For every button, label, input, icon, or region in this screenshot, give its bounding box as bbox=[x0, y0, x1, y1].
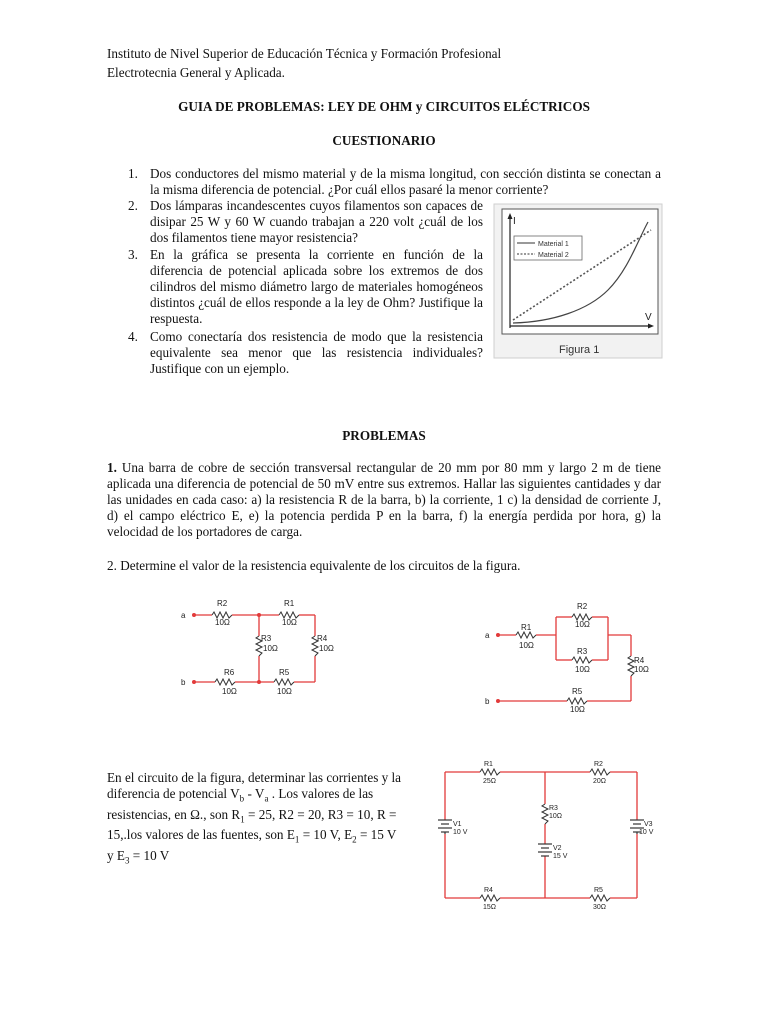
r3-label: R3 bbox=[549, 805, 558, 812]
p3-sub: 1 bbox=[240, 814, 245, 825]
p3-text: 15,.los valores de las fuentes, son E bbox=[107, 827, 295, 843]
resistor-r5 bbox=[274, 679, 294, 685]
question-text: En la gráfica se presenta la corriente en función de la diferencia de potencial aplicada sobre los extremos de dos cilindros del mismo diámetro largo de materiales homogéneos distintos ¿cuál de ellos responde a la ley de Ohm? Justifique la respuesta. bbox=[150, 247, 483, 326]
r5-value: 30Ω bbox=[593, 904, 607, 911]
r1-value: 10Ω bbox=[282, 618, 297, 627]
course-name: Electrotecnia General y Aplicada. bbox=[107, 65, 285, 80]
p3-sub: a bbox=[264, 793, 269, 804]
r1-label: R1 bbox=[521, 623, 532, 632]
institution-name: Instituto de Nivel Superior de Educación Técnica y Formación Profesional bbox=[107, 46, 502, 61]
r2-label: R2 bbox=[577, 602, 588, 611]
problems-heading: PROBLEMAS bbox=[342, 428, 426, 443]
legend-label-material-1: Material 1 bbox=[538, 241, 569, 248]
legend-label-material-2: Material 2 bbox=[538, 252, 569, 259]
r4-value: 10Ω bbox=[319, 644, 334, 653]
r1-label: R1 bbox=[284, 599, 295, 608]
v3-value: 10 V bbox=[639, 829, 654, 836]
p3-sub: 1 bbox=[294, 834, 300, 845]
r5-value: 10Ω bbox=[277, 687, 292, 696]
r2-value: 10Ω bbox=[215, 618, 230, 627]
resistor-r3 bbox=[542, 804, 548, 824]
r6-value: 10Ω bbox=[222, 687, 237, 696]
battery-v1 bbox=[438, 820, 452, 834]
resistor-r1 bbox=[516, 632, 536, 638]
figure-1-caption: Figura 1 bbox=[559, 344, 600, 356]
r1-label: R1 bbox=[484, 761, 493, 768]
r5-value: 10Ω bbox=[570, 705, 585, 714]
question-number: 4. bbox=[128, 329, 138, 344]
circuit-1-diagram bbox=[172, 592, 352, 710]
r4-label: R4 bbox=[317, 634, 328, 643]
p3-text: resistencias, en Ω., son R bbox=[107, 806, 241, 822]
question-number: 2. bbox=[128, 198, 138, 213]
p3-sub: 3 bbox=[124, 855, 130, 866]
p3-text: = 10 V bbox=[129, 847, 170, 863]
p3-text: = 25, R2 = 20, R3 = 10, R = bbox=[244, 806, 397, 822]
r5-label: R5 bbox=[594, 887, 603, 894]
v2-label: V2 bbox=[553, 845, 562, 852]
p3-text: - V bbox=[244, 786, 265, 801]
resistor-r2 bbox=[590, 769, 610, 775]
problem-3 bbox=[107, 770, 415, 869]
resistor-r3 bbox=[572, 657, 592, 663]
problem-3-line-4 bbox=[107, 827, 415, 848]
r4-value: 10Ω bbox=[634, 665, 649, 674]
v1-label: V1 bbox=[453, 821, 462, 828]
problem-1-text: Una barra de cobre de sección transversal rectangular de 20 mm por 80 mm y largo 2 m de tiene aplicada una diferencia de potencial de 50 mV entre sus extremos. Hallar las siguientes cantidades y dar las unidades en cada caso: a) la resistencia R de la barra, b) la corriente, 1 c) la densidad de corriente J, d) el campo eléctrico E, e) la potencia perdida P en la barra, f) la energía perdida por hora, g) la velocidad de los portadores de carga. bbox=[107, 460, 662, 539]
p3-text: = 15 V bbox=[356, 827, 397, 843]
figure-1-plot-area bbox=[502, 209, 658, 334]
problem-3-line-5 bbox=[107, 848, 415, 869]
y-axis-label: I bbox=[513, 216, 516, 227]
resistor-r6 bbox=[215, 679, 235, 685]
r1-value: 25Ω bbox=[483, 778, 497, 785]
x-axis-label: V bbox=[645, 312, 652, 323]
r4-label: R4 bbox=[634, 656, 645, 665]
battery-v2 bbox=[538, 844, 552, 856]
node-b-label: b bbox=[485, 697, 490, 706]
resistor-r5 bbox=[590, 895, 610, 901]
question-number: 3. bbox=[128, 247, 138, 262]
question-number: 1. bbox=[128, 166, 138, 181]
problem-1-number: 1. bbox=[107, 460, 117, 475]
resistor-r5 bbox=[567, 698, 587, 704]
resistor-r1 bbox=[480, 769, 500, 775]
r5-label: R5 bbox=[279, 668, 290, 677]
r6-label: R6 bbox=[224, 668, 235, 677]
figure-1-graph bbox=[493, 200, 665, 360]
v2-value: 15 V bbox=[553, 853, 568, 860]
p3-sub: 2 bbox=[352, 834, 357, 845]
r2-value: 10Ω bbox=[575, 620, 590, 629]
r4-label: R4 bbox=[484, 887, 493, 894]
page-title: GUIA DE PROBLEMAS: LEY DE OHM y CIRCUITOS ELÉCTRICOS bbox=[178, 99, 590, 114]
r1-value: 10Ω bbox=[519, 641, 534, 650]
r3-value: 10Ω bbox=[549, 813, 563, 820]
r3-value: 10Ω bbox=[575, 665, 590, 674]
problem-3-line-3 bbox=[107, 807, 415, 828]
problem-2-text: 2. Determine el valor de la resistencia equivalente de los circuitos de la figura. bbox=[107, 558, 521, 573]
node-a-label: a bbox=[485, 631, 490, 640]
r5-label: R5 bbox=[572, 687, 583, 696]
resistor-r4 bbox=[480, 895, 500, 901]
p3-text: = 10 V, E bbox=[299, 827, 353, 843]
problem-1 bbox=[107, 460, 661, 540]
r2-label: R2 bbox=[217, 599, 228, 608]
problem-3-line-1: En el circuito de la figura, determinar las corrientes y la bbox=[107, 770, 402, 785]
question-text: Dos lámparas incandescentes cuyos filamentos son capaces de disipar 25 W y 60 W cuando trabajan a 220 volt ¿cuál de los dos filamentos tiene mayor resistencia? bbox=[150, 198, 483, 245]
node-a-label: a bbox=[181, 611, 186, 620]
p3-text: diferencia de potencial V bbox=[107, 786, 240, 801]
question-text: Como conectaría dos resistencia de modo que la resistencia equivalente sea menor que las resistencia individuales? Justifique con un ejemplo. bbox=[150, 329, 483, 376]
question-text: Dos conductores del mismo material y de la misma longitud, con sección distinta se conectan a la misma diferencia de potencial. ¿Por cuál ellos pasaré la menor corriente? bbox=[150, 166, 661, 197]
r2-label: R2 bbox=[594, 761, 603, 768]
r3-value: 10Ω bbox=[263, 644, 278, 653]
r4-value: 15Ω bbox=[483, 904, 497, 911]
problem-3-line-2 bbox=[107, 786, 415, 807]
p3-sub: b bbox=[239, 793, 245, 804]
circuit-2-diagram bbox=[476, 597, 660, 715]
r2-value: 20Ω bbox=[593, 778, 607, 785]
node-b-label: b bbox=[181, 678, 186, 687]
p3-text: y E bbox=[107, 847, 125, 863]
p3-text: . Los valores de las bbox=[268, 786, 374, 801]
v3-label: V3 bbox=[644, 821, 653, 828]
r3-label: R3 bbox=[261, 634, 272, 643]
questionnaire-heading: CUESTIONARIO bbox=[332, 133, 436, 148]
v1-value: 10 V bbox=[453, 829, 468, 836]
circuit-3-diagram bbox=[425, 752, 670, 912]
r3-label: R3 bbox=[577, 647, 588, 656]
